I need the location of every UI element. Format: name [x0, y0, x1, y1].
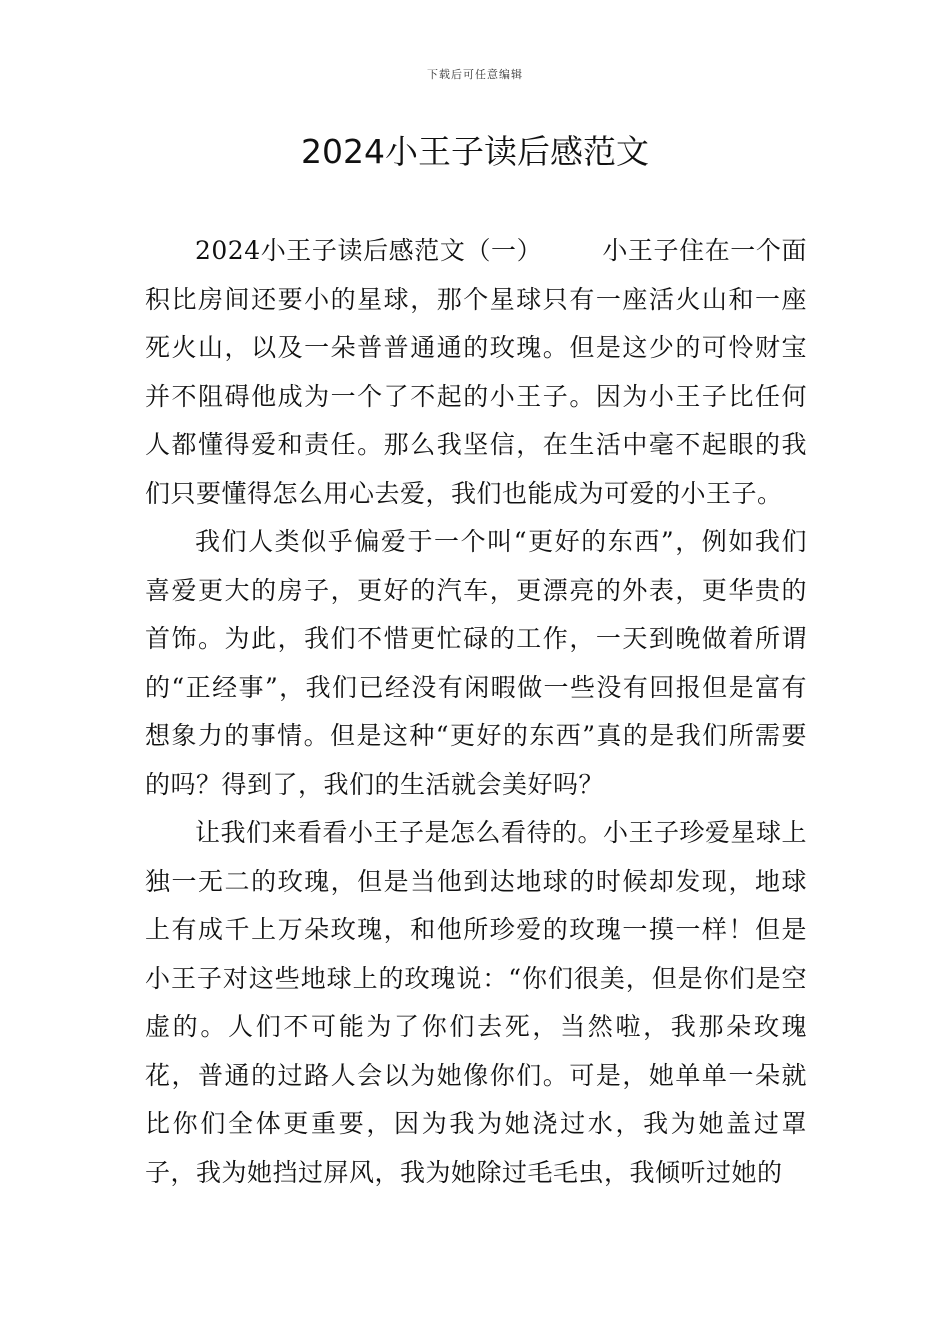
- paragraph-1-text: 小王子住在一个面积比房间还要小的星球，那个星球只有一座活火山和一座死火山，以及一朵普普通通的玫瑰。但是这少的可怜财宝并不阻碍他成为一个了不起的小王子。因为小王子比任何人都懂得爱和责任。那么我坚信，在生活中毫不起眼的我们只要懂得怎么用心去爱，我们也能成为可爱的小王子。: [145, 236, 807, 508]
- document-body: [145, 227, 807, 1197]
- section-heading: 2024小王子读后感范文（一）: [195, 236, 543, 265]
- paragraph-2: 我们人类似乎偏爱于一个叫“更好的东西”，例如我们喜爱更大的房子，更好的汽车，更漂亮的外表，更华贵的首饰。为此，我们不惜更忙碌的工作，一天到晚做着所谓的“正经事”，我们已经没有闲暇做一些没有回报但是富有想象力的事情。但是这种“更好的东西”真的是我们所需要的吗？得到了，我们的生活就会美好吗？: [145, 527, 807, 799]
- paragraph-3: 让我们来看看小王子是怎么看待的。小王子珍爱星球上独一无二的玫瑰，但是当他到达地球的时候却发现，地球上有成千上万朵玫瑰，和他所珍爱的玫瑰一摸一样！但是小王子对这些地球上的玫瑰说：“你们很美，但是你们是空虚的。人们不可能为了你们去死，当然啦，我那朵玫瑰花，普通的过路人会以为她像你们。可是，她单单一朵就比你们全体更重要，因为我为她浇过水，我为她盖过罩子，我为她挡过屏风，我为她除过毛毛虫，我倾听过她的: [145, 818, 808, 1187]
- document-title: 2024小王子读后感范文: [301, 132, 649, 171]
- paragraph-1: [145, 227, 807, 518]
- header-note: 下载后可任意编辑: [427, 68, 523, 81]
